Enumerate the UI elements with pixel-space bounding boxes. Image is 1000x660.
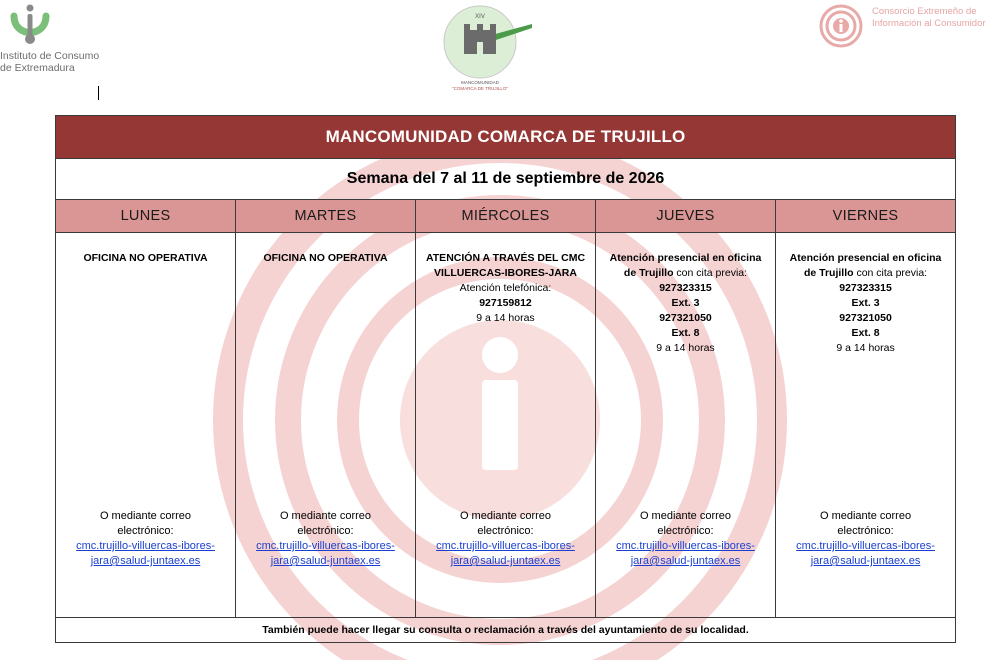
left-logo-line-2: de Extremadura <box>0 62 75 74</box>
schedule-text: Atención telefónica: <box>459 282 552 294</box>
day-cell-4 <box>776 233 956 618</box>
email-intro-line: electrónico: <box>297 525 354 537</box>
schedule-text: OFICINA NO OPERATIVA <box>263 252 388 264</box>
schedule-text: 927321050 <box>659 312 712 324</box>
schedule-line <box>600 251 771 266</box>
schedule-text: Ext. 8 <box>671 327 700 339</box>
schedule-text: de Trujillo <box>623 267 674 279</box>
schedule-line <box>780 326 951 341</box>
logo-mancomunidad <box>428 2 568 94</box>
email-link-line: cmc.trujillo-villuercas-ibores- <box>256 540 395 552</box>
email-link-line: jara@salud-juntaex.es <box>630 555 741 567</box>
day-schedule-info <box>780 251 951 356</box>
schedule-line <box>600 281 771 296</box>
day-schedule-info <box>600 251 771 356</box>
schedule-line <box>600 341 771 356</box>
email-link[interactable] <box>600 539 771 569</box>
week-range: Semana del 7 al 11 de septiembre de 2026 <box>56 159 956 200</box>
mancomunidad-emblem-icon <box>428 2 568 94</box>
email-link[interactable] <box>60 539 231 569</box>
emblem-number: XIV <box>475 14 485 20</box>
email-link-line: jara@salud-juntaex.es <box>450 555 561 567</box>
day-header-2: MIÉRCOLES <box>416 200 596 233</box>
email-intro-line: O mediante correo <box>279 510 372 522</box>
schedule-text: Atención presencial en oficina <box>789 252 942 264</box>
day-schedule-info <box>240 251 411 266</box>
email-intro-line: electrónico: <box>837 525 894 537</box>
email-link-line: jara@salud-juntaex.es <box>810 555 921 567</box>
schedule-line <box>780 341 951 356</box>
email-contact <box>600 509 771 569</box>
email-contact <box>420 509 591 569</box>
schedule-text: Atención presencial en oficina <box>609 252 762 264</box>
schedule-line <box>420 281 591 296</box>
schedule-text: 9 a 14 horas <box>656 342 715 354</box>
day-schedule-info <box>60 251 231 266</box>
schedule-text: ATENCIÓN A TRAVÉS DEL CMC <box>425 252 586 264</box>
schedule-text: VILLUERCAS-IBORES-JARA <box>434 267 577 279</box>
schedule-text: 927321050 <box>839 312 892 324</box>
schedule-text: con cita previa: <box>853 267 928 279</box>
schedule-line <box>600 311 771 326</box>
right-logo-line-2: Información al Consumidor <box>872 18 986 29</box>
schedule-text: 9 a 14 horas <box>476 312 535 324</box>
day-header-3: JUEVES <box>596 200 776 233</box>
schedule-text: Ext. 3 <box>851 297 880 309</box>
schedule-line <box>420 296 591 311</box>
day-body-row <box>56 233 956 618</box>
emblem-line-2: "COMARCA DE TRUJILLO" <box>452 86 508 91</box>
header <box>0 0 1000 108</box>
footer-note: También puede hacer llegar su consulta o reclamación a través del ayuntamiento de su localidad. <box>56 618 956 643</box>
schedule-line <box>420 266 591 281</box>
email-intro-line: electrónico: <box>657 525 714 537</box>
schedule-line <box>780 311 951 326</box>
consumer-institute-logo-icon <box>0 2 60 50</box>
day-cell-3 <box>596 233 776 618</box>
email-link-line: cmc.trujillo-villuercas-ibores- <box>616 540 755 552</box>
email-link-line: cmc.trujillo-villuercas-ibores- <box>76 540 215 552</box>
text-cursor <box>98 86 99 100</box>
email-link[interactable] <box>240 539 411 569</box>
day-cell-2 <box>416 233 596 618</box>
email-intro-line: O mediante correo <box>459 510 552 522</box>
email-link-line: cmc.trujillo-villuercas-ibores- <box>796 540 935 552</box>
email-link[interactable] <box>420 539 591 569</box>
email-intro-line: O mediante correo <box>99 510 192 522</box>
logo-consorcio <box>815 2 1000 52</box>
email-link-line: jara@salud-juntaex.es <box>270 555 381 567</box>
schedule-line <box>780 281 951 296</box>
schedule-line <box>600 266 771 281</box>
email-intro-line: electrónico: <box>117 525 174 537</box>
table-title: MANCOMUNIDAD COMARCA DE TRUJILLO <box>56 116 956 159</box>
consortium-logo-icon <box>815 2 867 50</box>
schedule-line <box>600 326 771 341</box>
day-schedule-info <box>420 251 591 326</box>
schedule-text: Ext. 3 <box>671 297 700 309</box>
email-intro-line: electrónico: <box>477 525 534 537</box>
logo-instituto-consumo <box>0 2 150 82</box>
email-contact <box>240 509 411 569</box>
right-logo-line-1: Consorcio Extremeño de <box>872 6 977 17</box>
email-link-line: cmc.trujillo-villuercas-ibores- <box>436 540 575 552</box>
schedule-text: 9 a 14 horas <box>836 342 895 354</box>
schedule-text: con cita previa: <box>673 267 748 279</box>
day-header-row <box>56 200 956 233</box>
day-cell-1 <box>236 233 416 618</box>
email-contact <box>60 509 231 569</box>
schedule-text: 927159812 <box>479 297 532 309</box>
schedule-table <box>55 115 956 643</box>
email-contact <box>780 509 951 569</box>
schedule-text: de Trujillo <box>803 267 854 279</box>
email-link-line: jara@salud-juntaex.es <box>90 555 201 567</box>
schedule-text: 927323315 <box>839 282 892 294</box>
day-header-4: VIERNES <box>776 200 956 233</box>
schedule-line <box>780 296 951 311</box>
emblem-line-1: MANCOMUNIDAD <box>461 80 499 85</box>
schedule-text: 927323315 <box>659 282 712 294</box>
schedule-line <box>420 251 591 266</box>
schedule-text: Ext. 8 <box>851 327 880 339</box>
left-logo-line-1: Instituto de Consumo <box>0 50 100 62</box>
schedule-line <box>780 266 951 281</box>
schedule-line <box>240 251 411 266</box>
email-link[interactable] <box>780 539 951 569</box>
schedule-line <box>60 251 231 266</box>
email-intro-line: O mediante correo <box>639 510 732 522</box>
schedule-line <box>420 311 591 326</box>
schedule-line <box>780 251 951 266</box>
day-header-0: LUNES <box>56 200 236 233</box>
schedule-text: OFICINA NO OPERATIVA <box>83 252 208 264</box>
schedule-line <box>600 296 771 311</box>
day-cell-0 <box>56 233 236 618</box>
day-header-1: MARTES <box>236 200 416 233</box>
email-intro-line: O mediante correo <box>819 510 912 522</box>
